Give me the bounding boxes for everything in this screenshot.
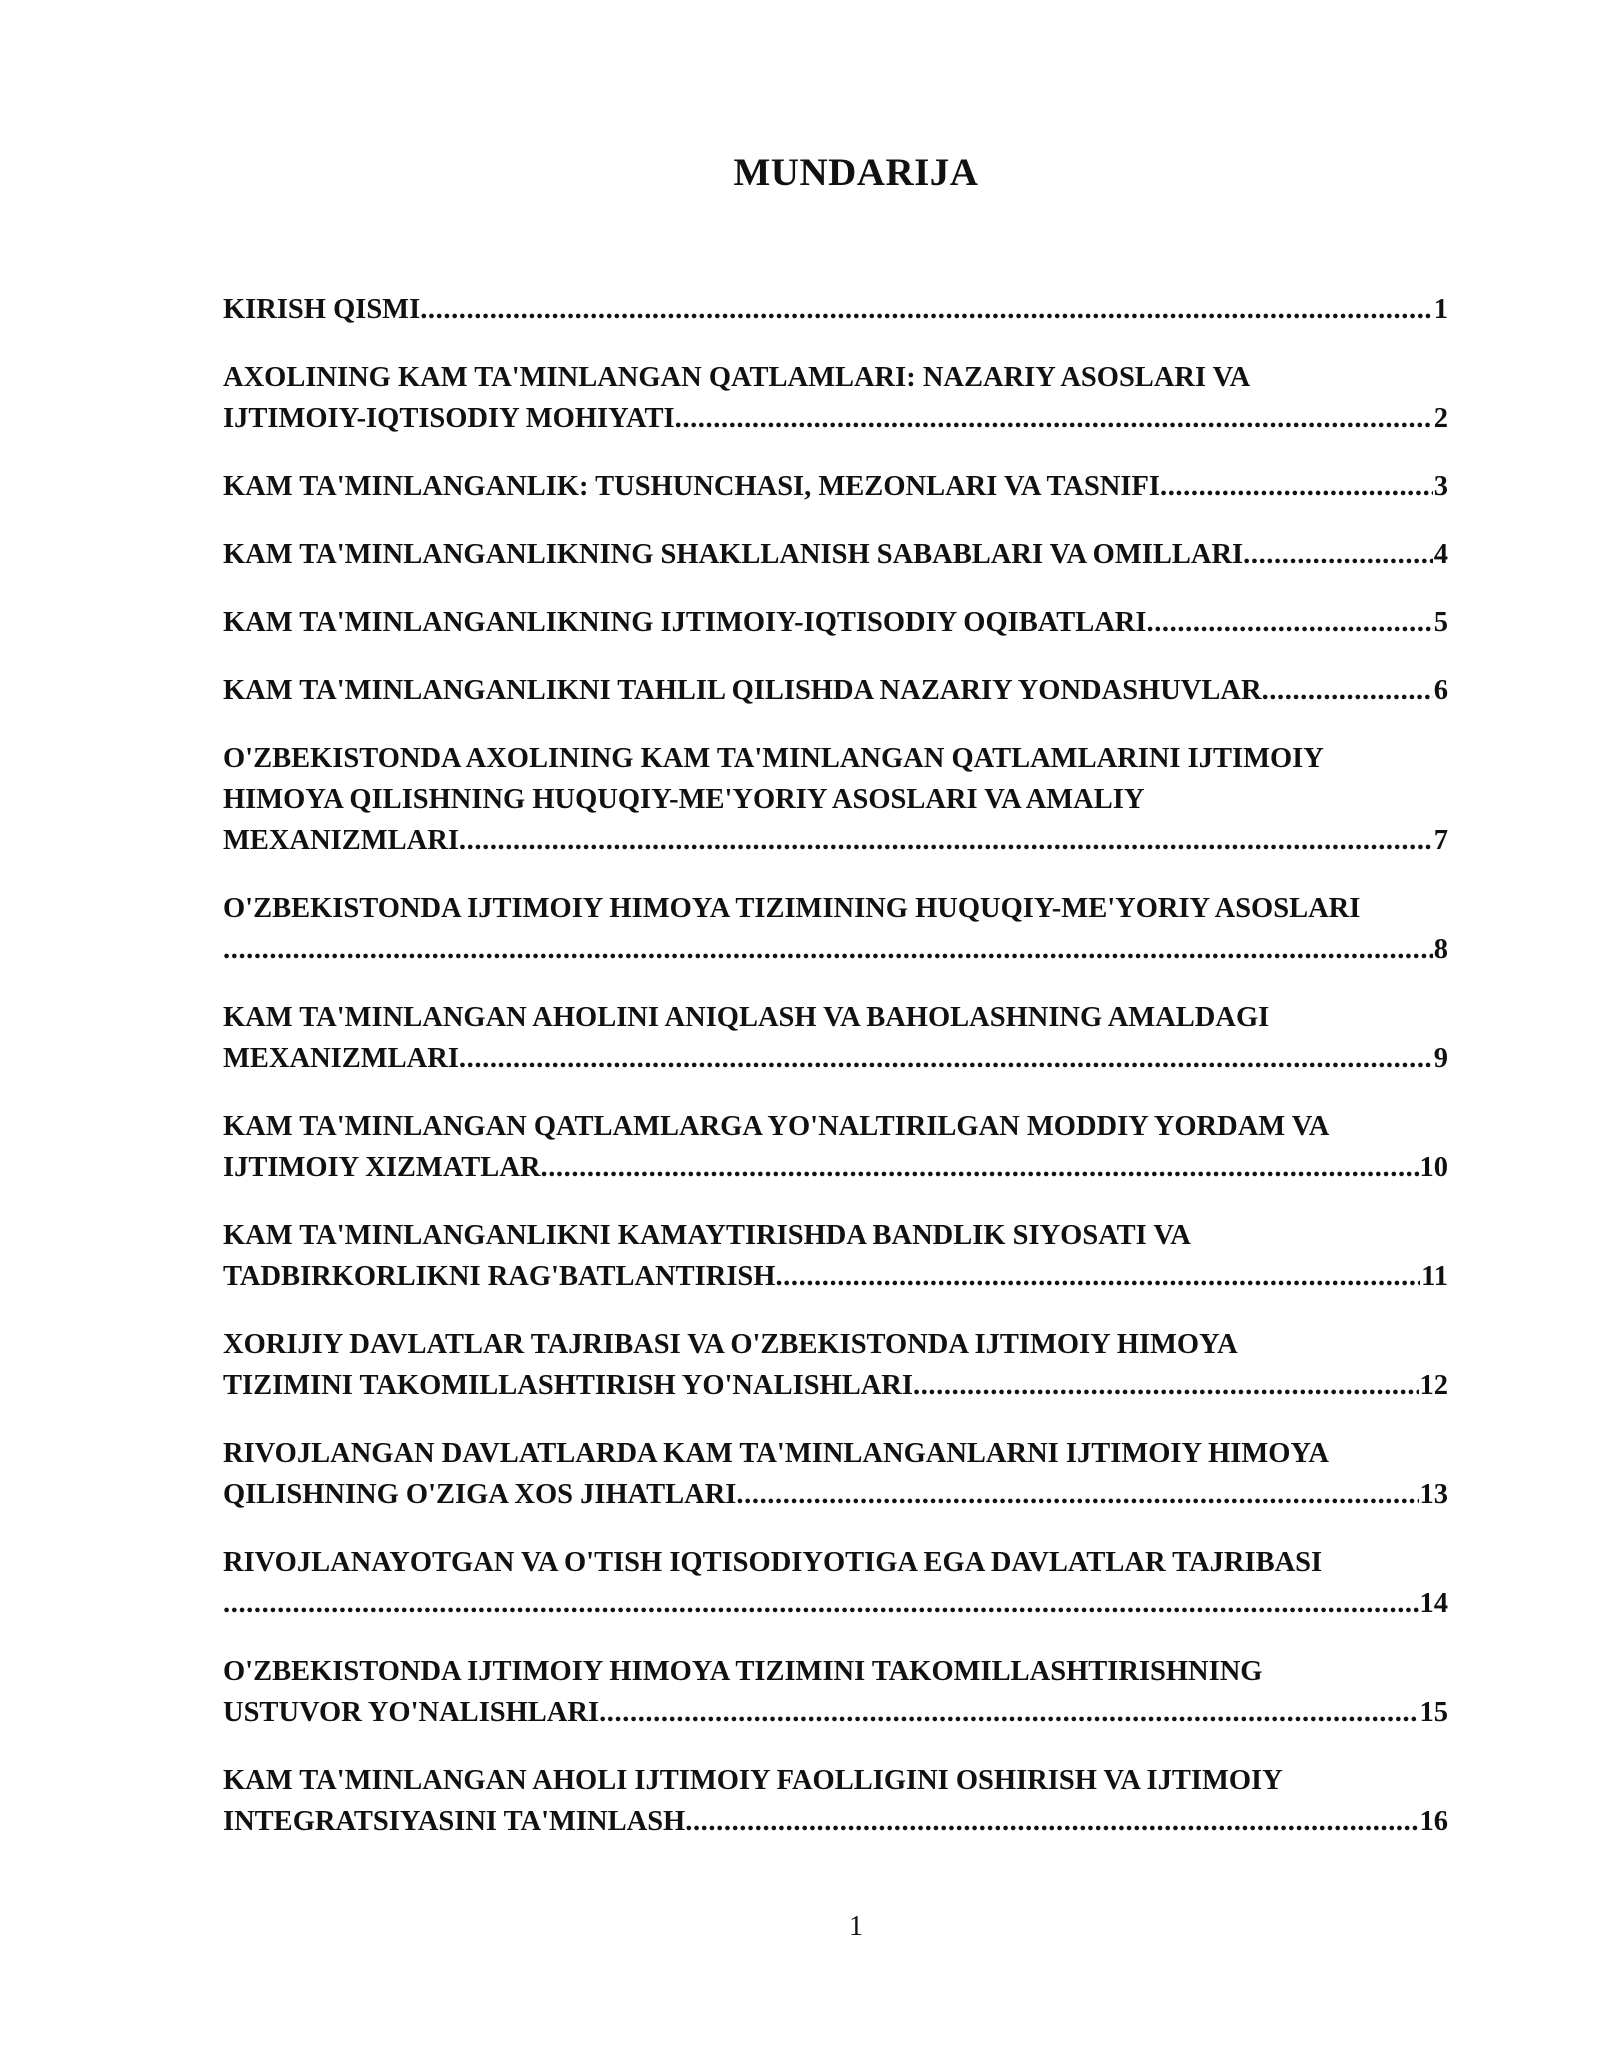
toc-entry-title-end: TIZIMINI TAKOMILLASHTIRISH YO'NALISHLARI: [223, 1370, 913, 1401]
dot-leader: [420, 289, 1433, 330]
dot-leader: [1146, 602, 1432, 643]
toc-entry-title: KAM TA'MINLANGAN AHOLINI ANIQLASH VA BAHOLASHNING AMALDAGI: [223, 1002, 1270, 1033]
toc-entry-title-end: IJTIMOIY XIZMATLAR: [223, 1152, 541, 1183]
table-of-contents: [223, 289, 1448, 1869]
toc-entry-title: O'ZBEKISTONDA IJTIMOIY HIMOYA TIZIMINI TAKOMILLASHTIRISHNING: [223, 1656, 1263, 1687]
toc-entry-title-end: KAM TA'MINLANGANLIKNI TAHLIL QILISHDA NAZARIY YONDASHUVLAR: [223, 675, 1262, 706]
toc-entry[interactable]: [223, 1433, 1448, 1515]
dot-leader: [1160, 466, 1433, 507]
toc-entry-line: [223, 1474, 1448, 1515]
dot-leader: [675, 398, 1433, 439]
toc-entry-title-end: MEXANIZMLARI: [223, 825, 459, 856]
toc-entry-title: O'ZBEKISTONDA IJTIMOIY HIMOYA TIZIMINING HUQUQIY-ME'YORIY ASOSLARI: [223, 893, 1361, 924]
dot-leader: [1243, 534, 1433, 575]
toc-entry-line: [223, 1256, 1448, 1297]
toc-page-number: 3: [1433, 471, 1448, 502]
toc-page-number: 12: [1419, 1370, 1448, 1401]
dot-leader: [1262, 670, 1433, 711]
toc-entry-title: KAM TA'MINLANGAN QATLAMLARGA YO'NALTIRILGAN MODDIY YORDAM VA: [223, 1111, 1330, 1142]
toc-page-number: 9: [1433, 1043, 1448, 1074]
toc-entry[interactable]: [223, 357, 1448, 439]
toc-page-number: 2: [1433, 403, 1448, 434]
toc-entry[interactable]: [223, 466, 1448, 507]
toc-entry-title-end: USTUVOR YO'NALISHLARI: [223, 1697, 600, 1728]
dot-leader: [540, 1147, 1418, 1188]
dot-leader: [775, 1256, 1420, 1297]
dot-leader: [223, 1583, 1419, 1624]
dot-leader: [459, 820, 1433, 861]
toc-page-number: 1: [1433, 294, 1448, 325]
toc-entry-title: RIVOJLANAYOTGAN VA O'TISH IQTISODIYOTIGA EGA DAVLATLAR TAJRIBASI: [223, 1547, 1323, 1578]
toc-entry-line: [223, 398, 1448, 439]
toc-entry-title: AXOLINING KAM TA'MINLANGAN QATLAMLARI: NAZARIY ASOSLARI VA: [223, 362, 1251, 393]
toc-entry[interactable]: [223, 534, 1448, 575]
toc-page-number: 11: [1421, 1261, 1448, 1292]
dot-leader: [736, 1474, 1418, 1515]
toc-entry[interactable]: [223, 997, 1448, 1079]
dot-leader: [685, 1801, 1418, 1842]
toc-entry-line: [223, 670, 1448, 711]
page-title: MUNDARIJA: [733, 151, 979, 194]
toc-entry-title: KAM TA'MINLANGANLIKNI KAMAYTIRISHDA BANDLIK SIYOSATI VA: [223, 1220, 1191, 1251]
page-number: 1: [849, 1911, 863, 1942]
toc-page-number: 6: [1433, 675, 1448, 706]
toc-entry-title-end: MEXANIZMLARI: [223, 1043, 459, 1074]
toc-page-number: 10: [1419, 1152, 1448, 1183]
toc-entry[interactable]: [223, 888, 1448, 970]
toc-entry-line: [223, 820, 1448, 861]
toc-entry-title-end: KAM TA'MINLANGANLIK: TUSHUNCHASI, MEZONLARI VA TASNIFI: [223, 471, 1160, 502]
dot-leader: [459, 1038, 1433, 1079]
toc-page-number: 4: [1433, 539, 1448, 570]
toc-page-number: 16: [1419, 1806, 1448, 1837]
toc-entry-line: [223, 534, 1448, 575]
dot-leader: [223, 929, 1433, 970]
toc-entry-title-end: KAM TA'MINLANGANLIKNING SHAKLLANISH SABABLARI VA OMILLARI: [223, 539, 1244, 570]
toc-page-number: 5: [1433, 607, 1448, 638]
toc-entry-title: O'ZBEKISTONDA AXOLINING KAM TA'MINLANGAN QATLAMLARINI IJTIMOIY HIMOYA QILISHNING HUQUQIY-ME'YORIY ASOSLARI VA AMALIY: [223, 743, 1323, 815]
toc-entry-title-end: IJTIMOIY-IQTISODIY MOHIYATI: [223, 403, 675, 434]
toc-entry-title-end: QILISHNING O'ZIGA XOS JIHATLARI: [223, 1479, 737, 1510]
toc-page-number: 7: [1433, 825, 1448, 856]
toc-entry-line: [223, 1365, 1448, 1406]
toc-entry-title-end: KAM TA'MINLANGANLIKNING IJTIMOIY-IQTISODIY OQIBATLARI: [223, 607, 1147, 638]
toc-entry-title: XORIJIY DAVLATLAR TAJRIBASI VA O'ZBEKISTONDA IJTIMOIY HIMOYA: [223, 1329, 1238, 1360]
toc-entry[interactable]: [223, 1542, 1448, 1624]
dot-leader: [599, 1692, 1418, 1733]
toc-entry-line: [223, 1147, 1448, 1188]
toc-entry-line: [223, 289, 1448, 330]
toc-entry-title-end: INTEGRATSIYASINI TA'MINLASH: [223, 1806, 686, 1837]
toc-entry-line: [223, 1692, 1448, 1733]
toc-entry-title: KAM TA'MINLANGAN AHOLI IJTIMOIY FAOLLIGINI OSHIRISH VA IJTIMOIY: [223, 1765, 1283, 1796]
toc-page-number: 8: [1433, 934, 1448, 965]
toc-entry[interactable]: [223, 1760, 1448, 1842]
dot-leader: [913, 1365, 1419, 1406]
toc-entry[interactable]: [223, 1215, 1448, 1297]
toc-entry[interactable]: [223, 1324, 1448, 1406]
toc-page-number: 15: [1419, 1697, 1448, 1728]
toc-page-number: 13: [1419, 1479, 1448, 1510]
toc-entry-title-end: TADBIRKORLIKNI RAG'BATLANTIRISH: [223, 1261, 776, 1292]
toc-entry[interactable]: [223, 1651, 1448, 1733]
toc-entry-title: RIVOJLANGAN DAVLATLARDA KAM TA'MINLANGANLARNI IJTIMOIY HIMOYA: [223, 1438, 1330, 1469]
toc-entry-line: [223, 1038, 1448, 1079]
toc-entry-line: [223, 602, 1448, 643]
toc-entry-line: [223, 466, 1448, 507]
toc-page-number: 14: [1419, 1588, 1448, 1619]
toc-entry-title-end: KIRISH QISMI: [223, 294, 421, 325]
toc-entry-line: [223, 1583, 1448, 1624]
toc-entry[interactable]: [223, 738, 1448, 861]
toc-entry-line: [223, 929, 1448, 970]
toc-entry-line: [223, 1801, 1448, 1842]
toc-entry[interactable]: [223, 1106, 1448, 1188]
toc-entry[interactable]: [223, 602, 1448, 643]
toc-entry[interactable]: [223, 289, 1448, 330]
toc-entry[interactable]: [223, 670, 1448, 711]
